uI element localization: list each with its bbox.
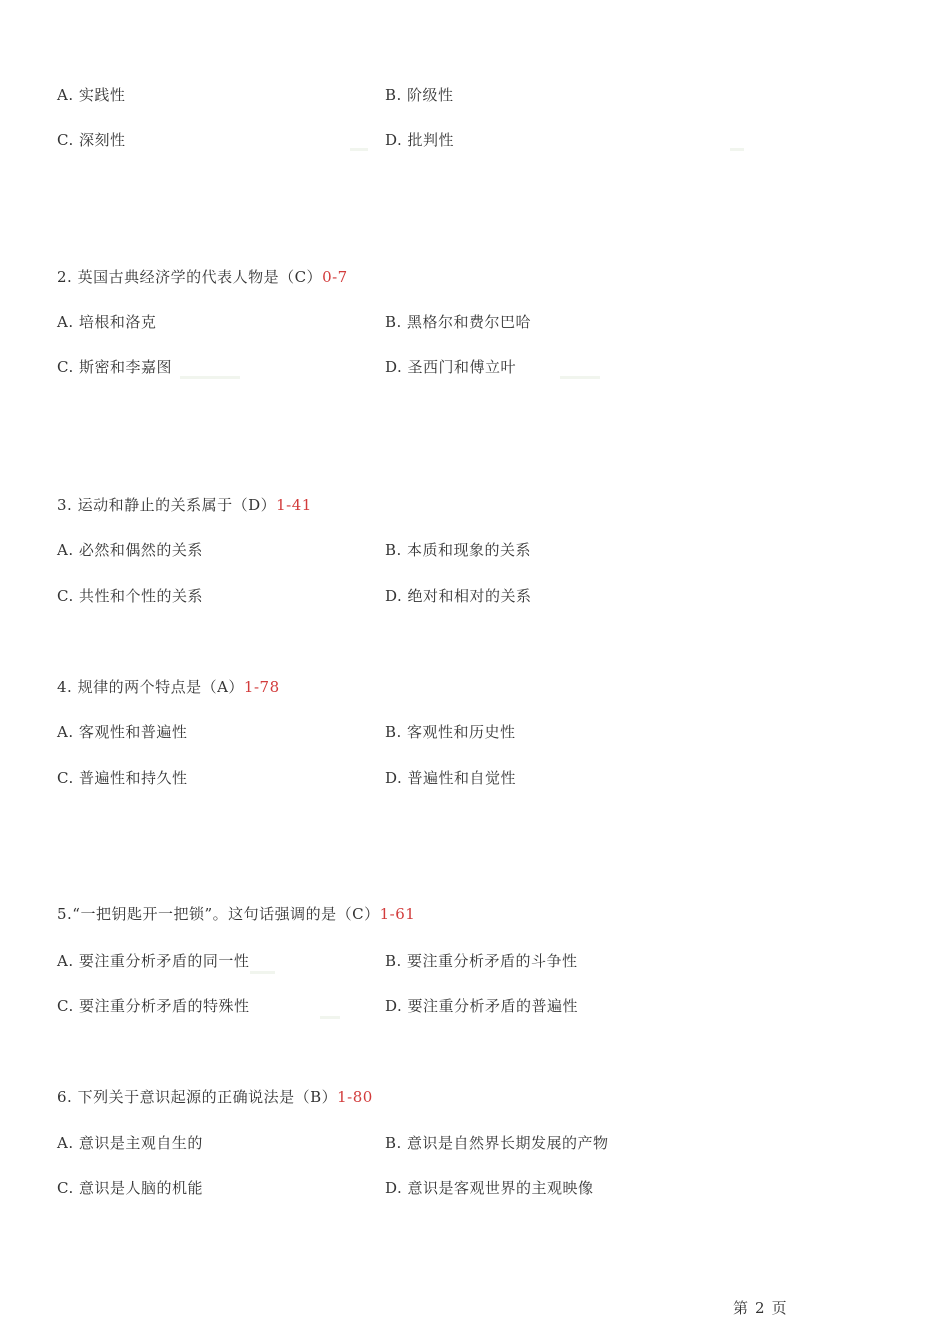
q2-stem — [57, 267, 348, 287]
q1-option-b: B. 阶级性 — [385, 86, 454, 104]
q6-stem-text: 6. 下列关于意识起源的正确说法是（B） — [57, 1088, 338, 1106]
q5-stem-text: 5.“一把钥匙开一把锁”。这句话强调的是（C） — [57, 905, 380, 923]
q3-option-b: B. 本质和现象的关系 — [385, 541, 532, 559]
q6-option-d: D. 意识是客观世界的主观映像 — [385, 1179, 594, 1197]
q4-option-a: A. 客观性和普遍性 — [57, 723, 188, 741]
scan-smudge — [730, 148, 744, 151]
page-number-suffix: 页 — [771, 1299, 788, 1317]
q3-stem — [57, 495, 312, 515]
q1-option-a: A. 实践性 — [57, 86, 126, 104]
q4-option-b: B. 客观性和历史性 — [385, 723, 516, 741]
q3-option-d: D. 绝对和相对的关系 — [385, 587, 532, 605]
q6-option-c: C. 意识是人脑的机能 — [57, 1179, 203, 1197]
q4-stem — [57, 677, 280, 697]
q2-option-b: B. 黑格尔和费尔巴哈 — [385, 313, 532, 331]
q3-stem-text: 3. 运动和静止的关系属于（D） — [57, 496, 277, 514]
scan-smudge — [320, 1016, 340, 1019]
page-number-footer — [733, 1298, 794, 1318]
q6-option-b: B. 意识是自然界长期发展的产物 — [385, 1134, 609, 1152]
q5-option-d: D. 要注重分析矛盾的普遍性 — [385, 997, 579, 1015]
scan-smudge — [180, 376, 240, 379]
q3-reference: 1-41 — [276, 496, 312, 514]
scan-smudge — [560, 376, 600, 379]
q2-option-a: A. 培根和洛克 — [57, 313, 157, 331]
q2-reference: 0-7 — [322, 268, 348, 286]
page-number: 2 — [755, 1299, 766, 1317]
page-number-prefix: 第 — [733, 1299, 750, 1317]
q6-stem — [57, 1087, 373, 1107]
q5-option-a: A. 要注重分析矛盾的同一性 — [57, 952, 250, 970]
q4-option-d: D. 普遍性和自觉性 — [385, 769, 517, 787]
q2-option-d: D. 圣西门和傅立叶 — [385, 358, 517, 376]
scan-smudge — [250, 971, 275, 974]
q3-option-c: C. 共性和个性的关系 — [57, 587, 203, 605]
q4-reference: 1-78 — [243, 678, 280, 696]
q6-reference: 1-80 — [337, 1088, 373, 1106]
q4-option-c: C. 普遍性和持久性 — [57, 769, 188, 787]
q1-option-d: D. 批判性 — [385, 131, 455, 149]
q5-option-b: B. 要注重分析矛盾的斗争性 — [385, 952, 578, 970]
q5-option-c: C. 要注重分析矛盾的特殊性 — [57, 997, 250, 1015]
q2-stem-text: 2. 英国古典经济学的代表人物是（C） — [57, 268, 323, 286]
q3-option-a: A. 必然和偶然的关系 — [57, 541, 203, 559]
q1-option-c: C. 深刻性 — [57, 131, 126, 149]
scan-smudge — [350, 148, 368, 151]
q5-stem — [57, 904, 415, 924]
q2-option-c: C. 斯密和李嘉图 — [57, 358, 172, 376]
q5-reference: 1-61 — [379, 905, 416, 923]
q6-option-a: A. 意识是主观自生的 — [57, 1134, 203, 1152]
q4-stem-text: 4. 规律的两个特点是（A） — [57, 678, 244, 696]
